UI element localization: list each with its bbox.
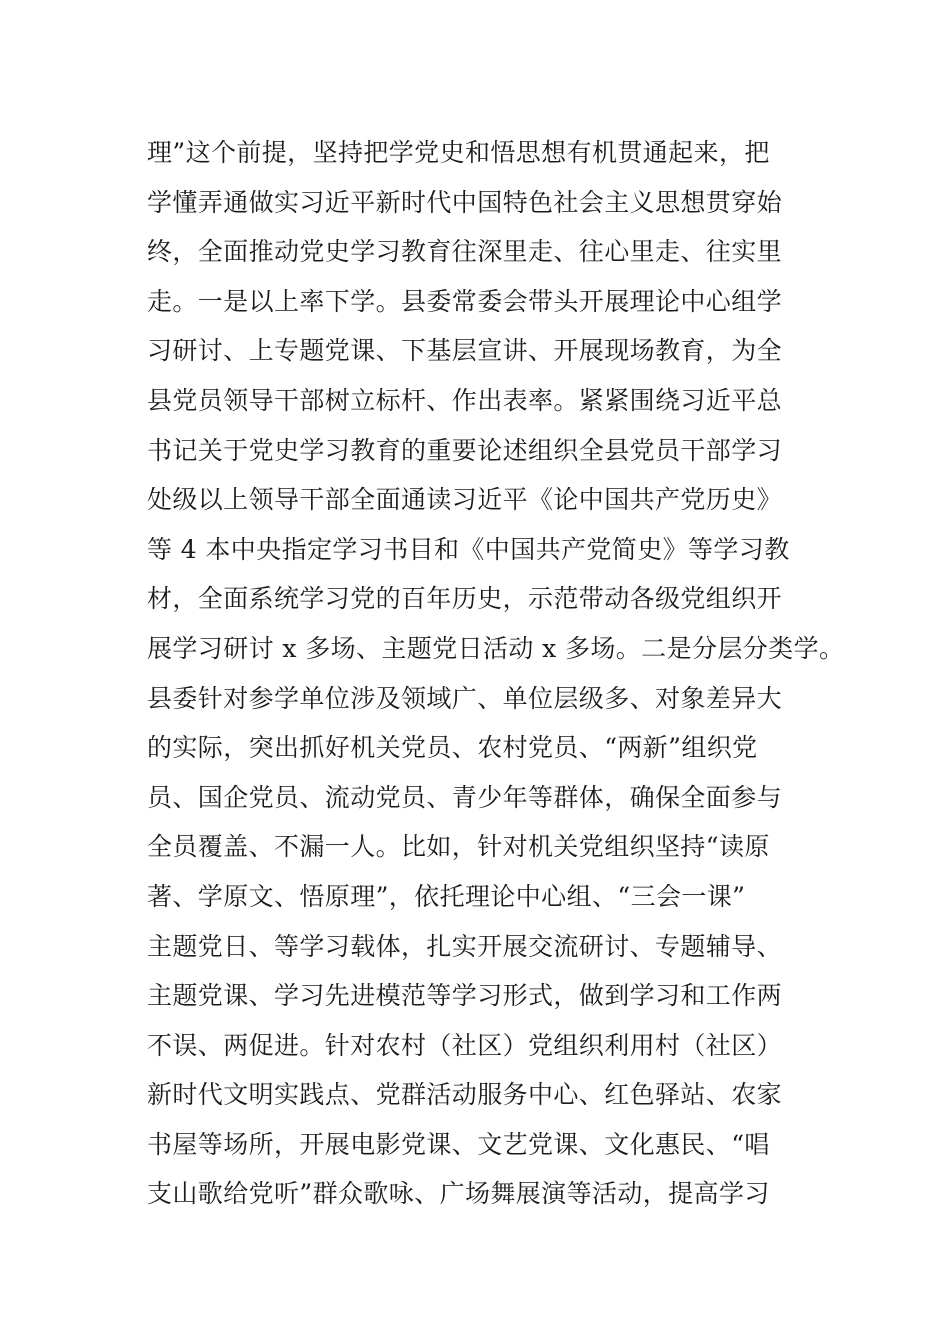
body-text <box>147 128 867 1219</box>
text-line: 员、国企党员、流动党员、青少年等群体，确保全面参与 <box>147 782 783 812</box>
text-line: 县委针对参学单位涉及领域广、单位层级多、对象差异大 <box>147 683 783 713</box>
text-line: 主题党日、等学习载体，扎实开展交流研讨、专题辅导、 <box>147 931 783 961</box>
text-line: 理”这个前提，坚持把学党史和悟思想有机贯通起来，把 <box>147 138 770 167</box>
text-line: 不误、两促进。针对农村（社区）党组织利用村（社区） <box>147 1030 783 1060</box>
text-line: 主题党课、学习先进模范等学习形式，做到学习和工作两 <box>147 981 783 1011</box>
text-line: 材，全面系统学习党的百年历史，示范带动各级党组织开 <box>147 584 783 614</box>
text-line: 展学习研讨 x 多场、主题党日活动 x 多场。二是分层分类学。 <box>147 633 845 663</box>
text-line: 支山歌给党听”群众歌咏、广场舞展演等活动，提高学习 <box>147 1179 770 1209</box>
text-line: 等 4 本中央指定学习书目和《中国共产党简史》等学习教 <box>147 534 790 564</box>
text-line: 书记关于党史学习教育的重要论述组织全县党员干部学习 <box>147 435 783 465</box>
text-line: 学懂弄通做实习近平新时代中国特色社会主义思想贯穿始 <box>147 187 783 217</box>
text-line: 处级以上领导干部全面通读习近平《论中国共产党历史》 <box>147 485 783 515</box>
text-line: 县党员领导干部树立标杆、作出表率。紧紧围绕习近平总 <box>147 385 783 415</box>
text-line: 走。一是以上率下学。县委常委会带头开展理论中心组学 <box>147 286 783 316</box>
text-line: 书屋等场所，开展电影党课、文艺党课、文化惠民、“唱 <box>147 1129 770 1159</box>
text-line: 终，全面推动党史学习教育往深里走、往心里走、往实里 <box>147 237 783 267</box>
text-line: 著、学原文、悟原理”，依托理论中心组、“三会一课” <box>147 881 746 911</box>
text-line: 的实际，突出抓好机关党员、农村党员、“两新”组织党 <box>147 733 758 763</box>
text-line: 习研讨、上专题党课、下基层宣讲、开展现场教育，为全 <box>147 336 783 366</box>
text-line: 新时代文明实践点、党群活动服务中心、红色驿站、农家 <box>147 1080 783 1110</box>
text-line: 全员覆盖、不漏一人。比如，针对机关党组织坚持“读原 <box>147 832 770 862</box>
